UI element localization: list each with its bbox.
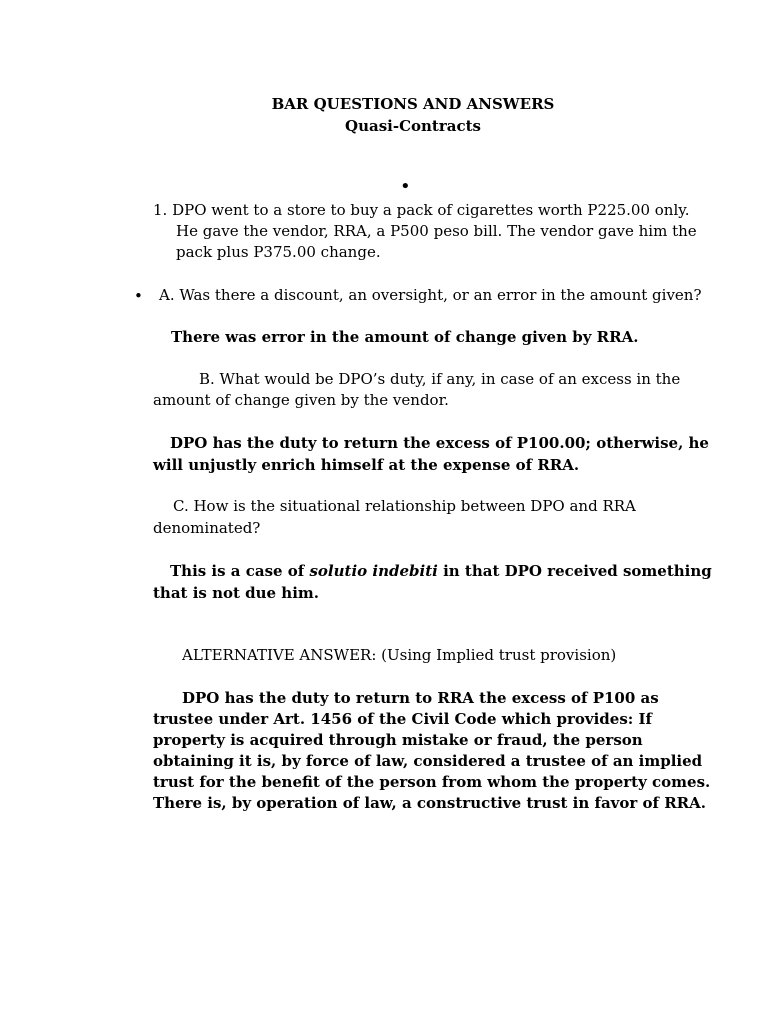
alternative-answer-line-1: DPO has the duty to return to RRA the excess of P100 as	[182, 689, 659, 707]
alternative-answer-heading: ALTERNATIVE ANSWER: (Using Implied trust provision)	[182, 646, 617, 664]
bullet-marker: •	[400, 176, 411, 197]
alternative-answer-line-4: obtaining it is, by force of law, considered a trustee of an implied	[153, 752, 703, 770]
answer-c-line-1	[170, 561, 712, 583]
alternative-answer-line-3: property is acquired through mistake or fraud, the person	[153, 731, 643, 749]
alternative-answer-line-5: trust for the benefit of the person from whom the property comes.	[153, 773, 711, 791]
page-subtitle: Quasi-Contracts	[345, 117, 481, 135]
question-c-line-1: C. How is the situational relationship between DPO and RRA	[173, 497, 636, 515]
question-b-line-2: amount of change given by the vendor.	[153, 391, 449, 409]
answer-b-line-2: will unjustly enrich himself at the expense of RRA.	[153, 456, 580, 474]
alternative-answer-line-2: trustee under Art. 1456 of the Civil Code which provides: If	[153, 710, 653, 728]
answer-b-line-1: DPO has the duty to return the excess of P100.00; otherwise, he	[170, 434, 709, 452]
answer-c-suffix: in that DPO received something	[437, 562, 712, 580]
question-a-text: A. Was there a discount, an oversight, or an error in the amount given?	[159, 286, 702, 304]
question-c-line-2: denominated?	[153, 519, 261, 537]
question-1-line-1: 1. DPO went to a store to buy a pack of cigarettes worth P225.00 only.	[153, 201, 690, 219]
page-title: BAR QUESTIONS AND ANSWERS	[271, 95, 555, 113]
bullet-marker: •	[134, 287, 143, 305]
answer-a-text: There was error in the amount of change given by RRA.	[171, 328, 639, 346]
question-1-line-2: He gave the vendor, RRA, a P500 peso bill. The vendor gave him the	[176, 222, 697, 240]
alternative-answer-line-6: There is, by operation of law, a constructive trust in favor of RRA.	[153, 794, 707, 812]
answer-c-latin-term: solutio indebiti	[309, 562, 438, 580]
answer-c-prefix: This is a case of	[170, 562, 310, 580]
question-1-line-3: pack plus P375.00 change.	[176, 243, 381, 261]
question-b-line-1: B. What would be DPO’s duty, if any, in case of an excess in the	[199, 370, 681, 388]
answer-c-line-2: that is not due him.	[153, 584, 319, 602]
